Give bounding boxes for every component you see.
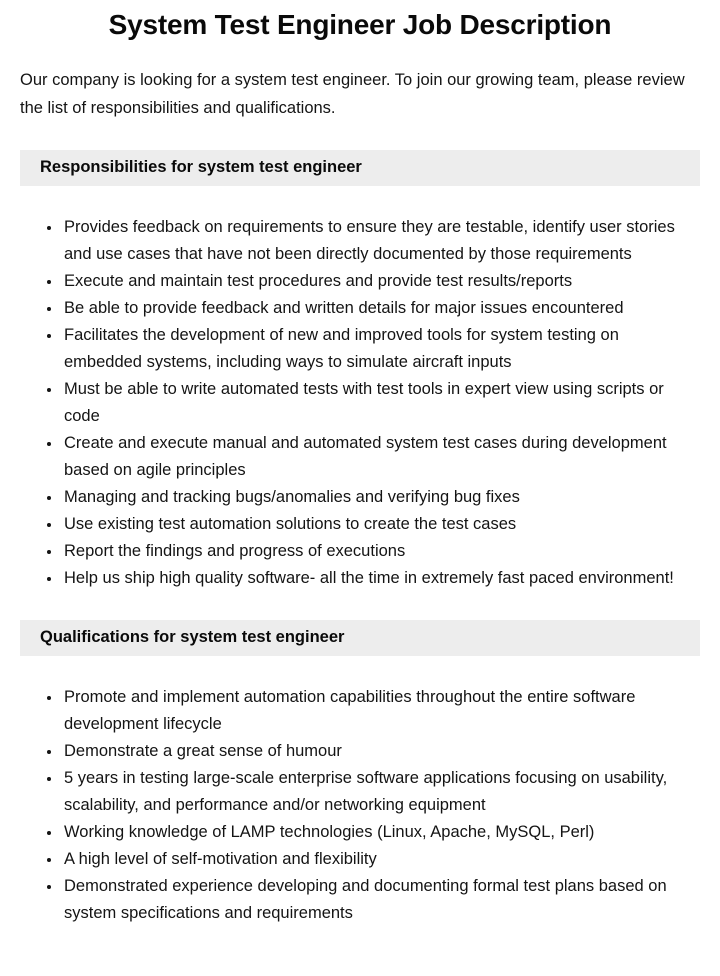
list-item: • Be able to provide feedback and written details for major issues encountered (62, 295, 700, 322)
responsibilities-heading-bar (20, 150, 700, 186)
list-item: • 5 years in testing large-scale enterprise software applications focusing on usability, scalability, and performance and/or networking equipment (62, 765, 700, 819)
list-item: • Use existing test automation solutions to create the test cases (62, 511, 700, 538)
list-item: • Create and execute manual and automated system test cases during development based on agile principles (62, 430, 700, 484)
list-item: • Provides feedback on requirements to ensure they are testable, identify user stories and use cases that have not been directly documented by those requirements (62, 214, 700, 268)
page-title: System Test Engineer Job Description (108, 9, 612, 40)
responsibilities-list (20, 214, 700, 592)
list-item: • Must be able to write automated tests with test tools in expert view using scripts or code (62, 376, 700, 430)
qualifications-list (20, 684, 700, 927)
section-qualifications (20, 620, 700, 927)
list-item: • A high level of self-motivation and flexibility (62, 846, 700, 873)
list-item: • Execute and maintain test procedures and provide test results/reports (62, 268, 700, 295)
list-item: • Promote and implement automation capabilities throughout the entire software development lifecycle (62, 684, 700, 738)
list-item: • Facilitates the development of new and improved tools for system testing on embedded systems, including ways to simulate aircraft inputs (62, 322, 700, 376)
list-item: • Report the findings and progress of executions (62, 538, 700, 565)
list-item: • Working knowledge of LAMP technologies (Linux, Apache, MySQL, Perl) (62, 819, 700, 846)
list-item: • Help us ship high quality software- all the time in extremely fast paced environment! (62, 565, 700, 592)
intro-paragraph: Our company is looking for a system test engineer. To join our growing team, please review the list of responsibilities and qualifications. (20, 70, 685, 117)
qualifications-heading-bar (20, 620, 700, 656)
list-item: • Demonstrate a great sense of humour (62, 738, 700, 765)
list-item: • Managing and tracking bugs/anomalies and verifying bug fixes (62, 484, 700, 511)
section-responsibilities (20, 150, 700, 592)
responsibilities-heading-label: Responsibilities for system test engineer (40, 157, 362, 176)
list-item: • Demonstrated experience developing and documenting formal test plans based on system specifications and requirements (62, 873, 700, 927)
qualifications-heading-label: Qualifications for system test engineer (40, 627, 345, 646)
